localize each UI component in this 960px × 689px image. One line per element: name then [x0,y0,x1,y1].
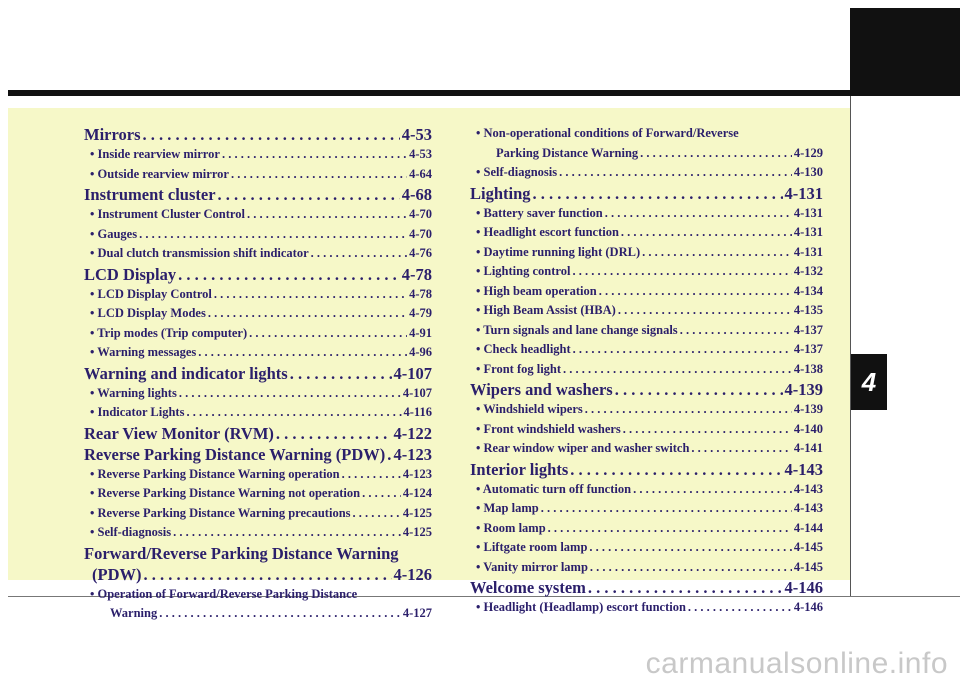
toc-page-number: 4-131 [784,183,823,203]
toc-page-number: 4-145 [793,559,823,574]
toc-entry-label: Lighting [470,183,531,203]
toc-heading[interactable] [84,184,432,205]
toc-leader-dots [618,301,792,321]
toc-entry-label: Warning and indicator lights [84,363,288,383]
toc-heading[interactable] [470,459,823,480]
toc-leader-dots [159,604,401,624]
toc-entry-label: • Warning lights [90,385,177,400]
toc-page-number: 4-53 [401,125,432,144]
toc-leader-dots [688,598,792,618]
toc-page-number: 4-143 [793,501,823,515]
toc-subentry[interactable] [84,384,432,404]
toc-entry-label: Welcome system [470,578,586,597]
toc-leader-dots [186,403,401,423]
toc-entry-label: • Gauges [90,226,138,241]
toc-page-number: 4-138 [793,361,823,376]
toc-entry-label: • Daytime running light (DRL) [476,244,641,259]
toc-subentry[interactable] [470,204,823,224]
toc-subentry[interactable] [84,585,432,605]
toc-page-number: 4-116 [403,405,432,419]
toc-leader-dots [173,523,401,543]
toc-entry-label: Rear View Monitor (RVM) [84,423,274,443]
chapter-number-tab[interactable]: 4 [851,354,887,410]
toc-entry-label: • Room lamp [476,520,546,535]
toc-page-number: 4-143 [784,459,823,479]
toc-subentry[interactable] [84,165,432,185]
toc-page-number: 4-140 [793,421,823,436]
toc-subentry[interactable] [470,124,823,144]
toc-entry-label: Mirrors [84,125,141,144]
toc-page-number: 4-139 [793,402,823,416]
toc-leader-dots [214,285,407,305]
toc-leader-dots [541,499,792,519]
toc-subentry[interactable] [84,244,432,264]
toc-entry-label: • Self-diagnosis [90,525,172,539]
toc-leader-dots [222,145,407,165]
toc-entry-label: • Vanity mirror lamp [476,559,588,574]
toc-subentry[interactable] [84,343,432,363]
toc-page-number: 4-131 [793,244,823,259]
toc-entry-label: • Battery saver function [476,205,603,220]
toc-subentry[interactable] [84,465,432,485]
toc-subentry[interactable] [470,420,823,440]
toc-leader-dots [633,480,792,500]
toc-subentry[interactable] [84,484,432,504]
toc-leader-dots [615,379,783,400]
toc-entry-label: • Non-operational conditions of Forward/Reverse [476,126,739,140]
toc-right-column [470,124,823,618]
toc-subentry[interactable] [470,301,823,321]
toc-leader-dots [533,183,783,204]
toc-heading[interactable] [84,423,432,444]
toc-entry-label: • Liftgate room lamp [476,540,588,554]
toc-page-number: 4-70 [409,226,432,241]
toc-entry-label: Reverse Parking Distance Warning (PDW) [84,444,386,464]
toc-leader-dots [559,163,792,183]
chapter-tab-strip [850,96,960,596]
toc-page-number: 4-124 [402,486,432,500]
toc-entry-label: • Lighting control [476,264,571,278]
toc-leader-dots [387,444,391,465]
toc-subentry[interactable] [84,225,432,245]
toc-entry-label: • Front windshield washers [476,421,621,436]
toc-subentry[interactable] [84,523,432,543]
toc-subentry[interactable] [470,282,823,302]
toc-leader-dots [139,225,407,245]
toc-leader-dots [588,577,783,598]
toc-heading[interactable] [84,543,432,564]
toc-entry-label: • Warning messages [90,345,197,359]
toc-leader-dots [590,558,792,578]
toc-entry-label: • Front fog light [476,361,562,376]
toc-leader-dots [143,124,400,145]
toc-subentry[interactable] [470,598,823,618]
toc-page-number: 4-122 [393,423,432,443]
toc-page-number: 4-144 [793,520,823,535]
toc-entry-label: Wipers and washers [470,380,613,399]
toc-leader-dots [247,205,407,225]
toc-leader-dots [249,324,407,344]
toc-entry-label: • Instrument Cluster Control [90,207,245,221]
toc-entry-label: • Check headlight [476,342,571,356]
toc-entry-label: • Headlight (Headlamp) escort function [476,600,686,614]
toc-heading[interactable] [84,564,432,585]
toc-page-number: 4-130 [793,165,823,179]
toc-entry-label: • Turn signals and lane change signals [476,322,678,337]
toc-entry-label: • Reverse Parking Distance Warning not operation [90,486,361,500]
toc-page-number: 4-135 [793,303,823,317]
toc-leader-dots [640,144,792,164]
toc-subentry[interactable] [84,403,432,423]
toc-leader-dots [231,165,407,185]
toc-page-number: 4-134 [793,283,823,298]
toc-leader-dots [585,400,792,420]
toc-leader-dots [311,244,407,264]
toc-entry-label: Warning [110,606,158,620]
toc-subentry[interactable] [84,504,432,524]
toc-entry-label: • High beam operation [476,283,597,298]
toc-leader-dots [572,262,791,282]
toc-subentry[interactable] [470,243,823,263]
toc-page-number: 4-146 [793,600,823,614]
toc-page-number: 4-107 [393,363,432,383]
toc-subentry[interactable] [470,538,823,558]
toc-heading[interactable] [84,124,432,145]
toc-entry-label: • Automatic turn off function [476,481,632,496]
toc-page-number: 4-145 [793,540,823,554]
toc-page-number: 4-127 [402,606,432,620]
toc-leader-dots [623,420,792,440]
toc-page-number: 4-123 [393,444,432,464]
toc-subentry[interactable] [470,360,823,380]
toc-page-number: 4-70 [409,207,432,221]
toc-entry-label: • LCD Display Control [90,286,212,301]
toc-page-number: 4-131 [793,205,823,220]
toc-leader-dots [218,184,400,205]
toc-page-number: 4-53 [409,147,432,161]
toc-leader-dots [642,243,792,263]
header-rule [8,90,850,96]
toc-heading[interactable] [84,264,432,285]
toc-page-number: 4-64 [409,166,432,181]
toc-heading[interactable] [470,183,823,204]
toc-entry-label: • Rear window wiper and washer switch [476,441,690,455]
toc-leader-dots [198,343,407,363]
toc-entry-label: Instrument cluster [84,185,216,204]
toc-page-number: 4-78 [401,264,432,284]
toc-page-number: 4-68 [401,185,432,204]
toc-page-number: 4-129 [793,145,823,160]
toc-subentry[interactable] [470,439,823,459]
toc-leader-dots [573,340,792,360]
toc-leader-dots [178,264,400,285]
toc-leader-dots [691,439,791,459]
toc-page-number: 4-125 [402,525,432,539]
toc-subentry[interactable] [470,262,823,282]
toc-leader-dots [570,459,782,480]
toc-subentry[interactable] [470,400,823,420]
toc-page-number: 4-143 [793,481,823,496]
toc-entry-label: LCD Display [84,264,177,284]
toc-page-number: 4-126 [393,564,432,584]
toc-page-number: 4-96 [409,345,432,359]
toc-entry-label: • Dual clutch transmission shift indicator [90,246,309,260]
toc-leader-dots [362,484,401,504]
toc-leader-dots [353,504,401,524]
toc-entry-label: • Headlight escort function [476,225,619,239]
toc-leader-dots [563,360,792,380]
toc-entry-label: • Trip modes (Trip computer) [90,325,248,340]
toc-entry-label: • Reverse Parking Distance Warning precautions [90,505,351,520]
toc-page-number: 4-125 [402,505,432,520]
corner-tab-block [850,8,960,96]
toc-page-number: 4-76 [409,246,432,260]
toc-entry-label: • Map lamp [476,501,539,515]
toc-leader-dots [290,363,392,384]
toc-leader-dots [179,384,401,404]
toc-subentry[interactable] [84,324,432,344]
toc-leader-dots [599,282,792,302]
toc-entry-label: • Windshield wipers [476,402,583,416]
toc-leader-dots [605,204,792,224]
toc-page-number: 4-137 [793,322,823,337]
toc-subentry[interactable] [470,144,823,164]
toc-page-number: 4-123 [402,466,432,481]
toc-page-number: 4-137 [793,342,823,356]
toc-entry-label: • Operation of Forward/Reverse Parking Distance [90,586,358,601]
toc-subentry[interactable] [84,604,432,624]
toc-page-number: 4-78 [409,286,432,301]
toc-leader-dots [342,465,401,485]
toc-entry-label: Forward/Reverse Parking Distance Warning [84,543,399,563]
toc-subentry[interactable] [470,340,823,360]
toc-subentry[interactable] [470,223,823,243]
toc-entry-label: • High Beam Assist (HBA) [476,303,616,317]
toc-subentry[interactable] [470,321,823,341]
toc-entry-label: • Outside rearview mirror [90,166,229,181]
toc-subentry[interactable] [470,558,823,578]
toc-page-number: 4-132 [793,264,823,278]
toc-page-number: 4-79 [409,306,432,320]
toc-subentry[interactable] [470,480,823,500]
toc-page-number: 4-131 [793,225,823,239]
toc-subentry[interactable] [470,519,823,539]
toc-page-number: 4-141 [793,441,823,455]
toc-heading[interactable] [470,379,823,400]
toc-subentry[interactable] [84,145,432,165]
toc-page-number: 4-139 [784,380,823,399]
toc-entry-label: • LCD Display Modes [90,306,206,320]
toc-entry-label: • Inside rearview mirror [90,147,220,161]
toc-subentry[interactable] [470,163,823,183]
toc-leader-dots [680,321,792,341]
toc-heading[interactable] [84,363,432,384]
toc-page-number: 4-146 [784,578,823,597]
toc-entry-label: (PDW) [92,564,142,584]
toc-leader-dots [589,538,791,558]
watermark: carmanualsonline.info [645,647,948,680]
toc-left-column [84,124,432,624]
toc-subentry[interactable] [84,285,432,305]
toc-entry-label: • Self-diagnosis [476,165,558,179]
toc-heading[interactable] [470,577,823,598]
toc-subentry[interactable] [470,499,823,519]
toc-leader-dots [548,519,792,539]
toc-page-number: 4-91 [409,325,432,340]
toc-subentry[interactable] [84,304,432,324]
toc-leader-dots [276,423,392,444]
toc-subentry[interactable] [84,205,432,225]
toc-leader-dots [621,223,792,243]
toc-leader-dots [143,564,391,585]
toc-entry-label: Interior lights [470,459,569,479]
toc-page-number: 4-107 [402,385,432,400]
toc-entry-label: • Reverse Parking Distance Warning operation [90,466,340,481]
toc-entry-label: Parking Distance Warning [496,145,639,160]
toc-heading[interactable] [84,444,432,465]
toc-entry-label: • Indicator Lights [90,405,185,419]
toc-leader-dots [208,304,407,324]
